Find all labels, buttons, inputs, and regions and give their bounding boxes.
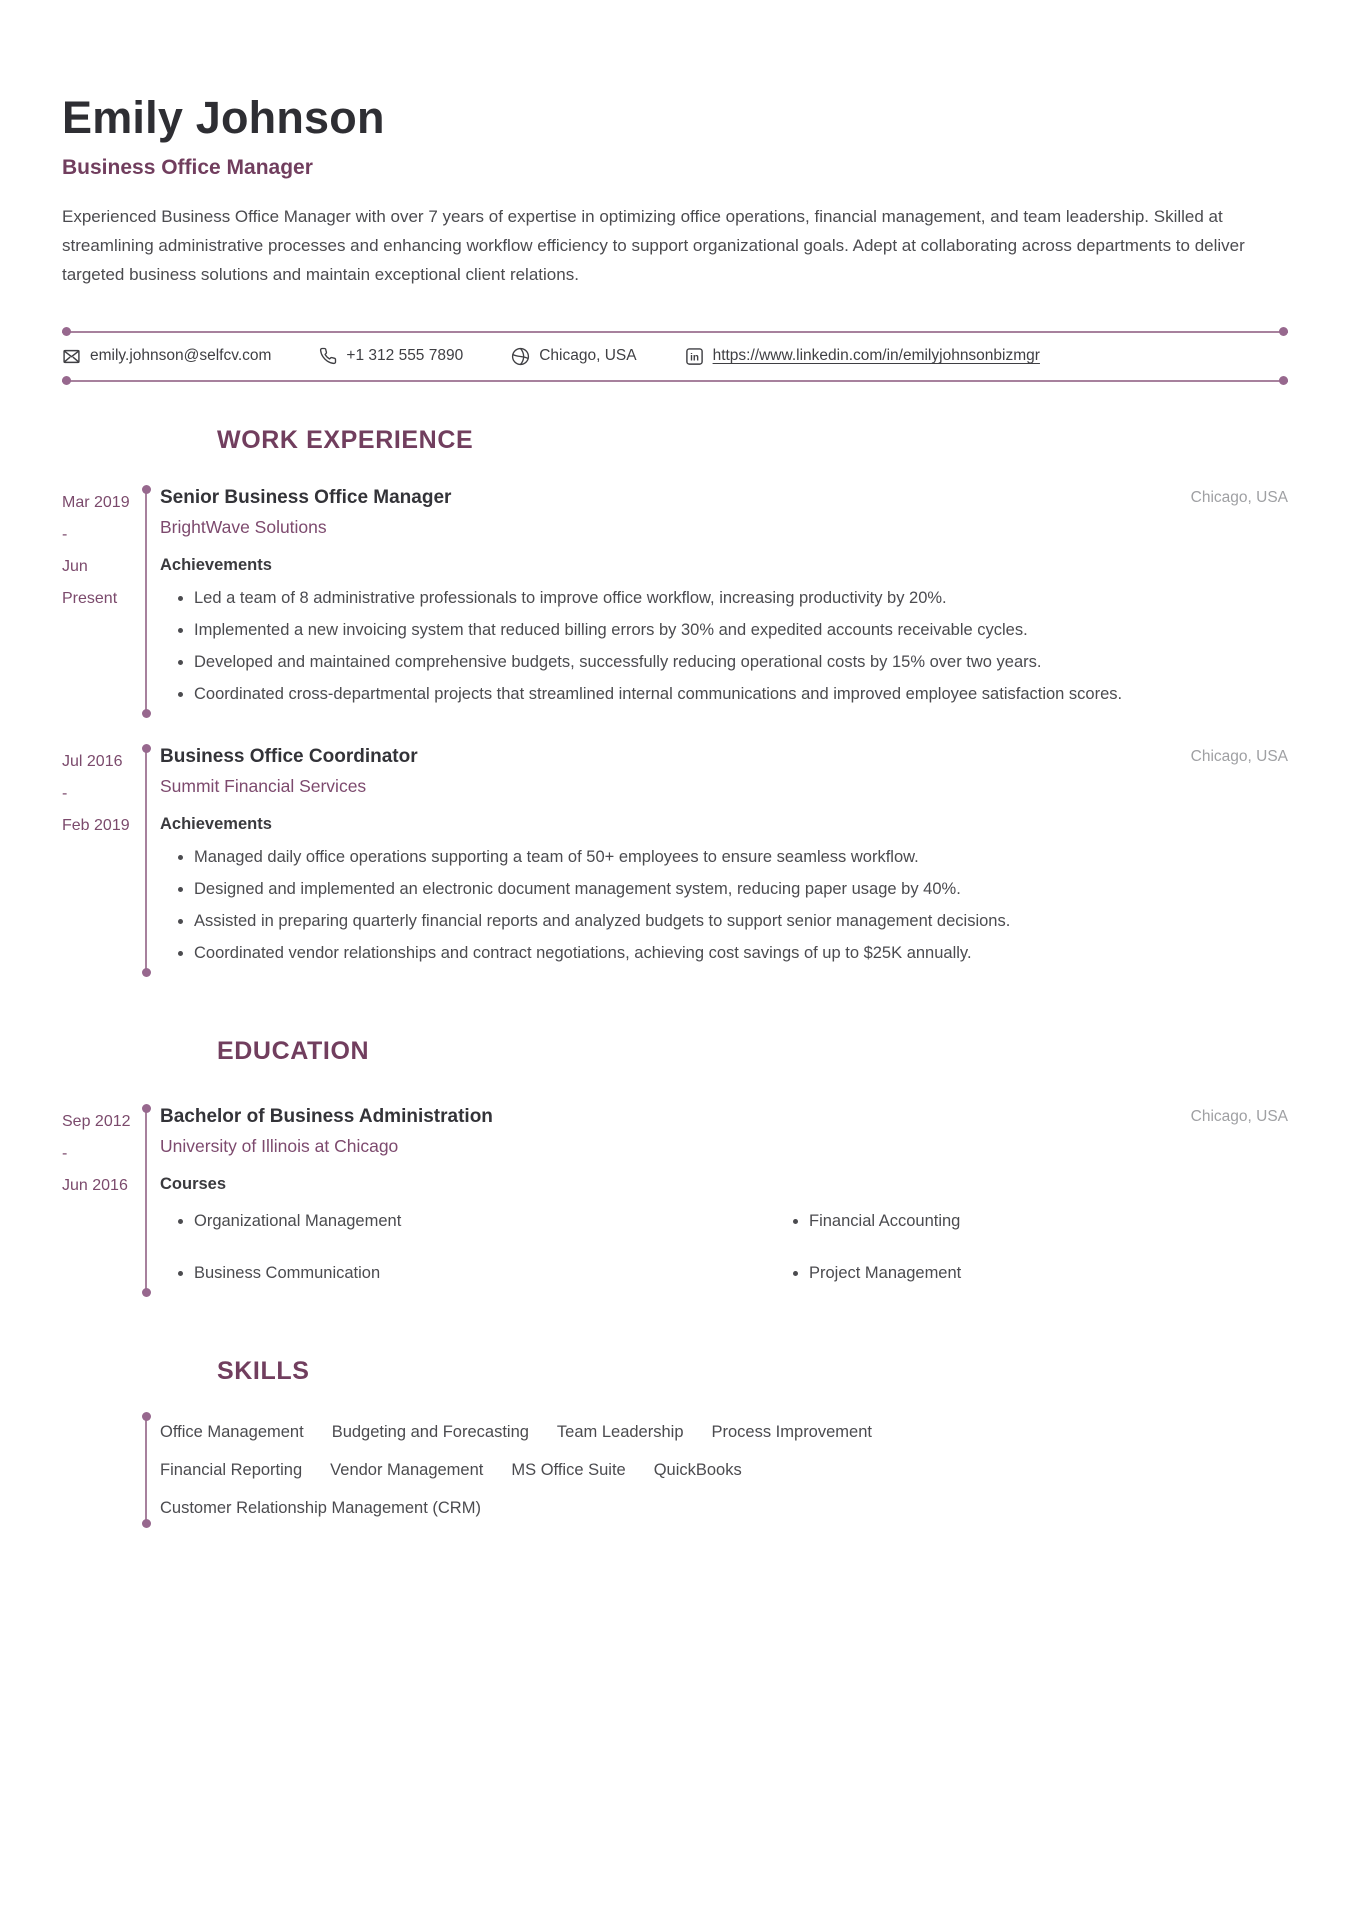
school-name: University of Illinois at Chicago	[160, 1135, 399, 1156]
skill-item: Vendor Management	[330, 1460, 484, 1479]
date-line: Jul 2016	[62, 752, 123, 770]
timeline-dot	[142, 968, 151, 977]
achievement-item: Coordinated vendor relationships and contract negotiations, achieving cost savings of up to $25K annually.	[160, 937, 1240, 969]
date-line: Mar 2019	[62, 493, 130, 511]
degree-title: Bachelor of Business Administration	[160, 1105, 493, 1127]
entry-date-range	[62, 1106, 145, 1295]
job-location: Chicago, USA	[1190, 747, 1288, 765]
job-title: Business Office Coordinator	[160, 745, 418, 767]
contact-linkedin	[685, 347, 1040, 366]
section-work-experience	[0, 426, 1350, 975]
skill-item: Process Improvement	[711, 1422, 872, 1441]
achievement-item: Coordinated cross-departmental projects that streamlined internal communications and improved employee satisfaction scores.	[160, 678, 1240, 710]
date-line: Sep 2012	[62, 1112, 131, 1130]
contact-location	[511, 347, 636, 366]
job-title: Senior Business Office Manager	[160, 486, 452, 508]
skill-item: Financial Reporting	[160, 1460, 303, 1479]
achievement-item: Implemented a new invoicing system that reduced billing errors by 30% and expedited accounts receivable cycles.	[160, 614, 1240, 646]
person-name: Emily Johnson	[62, 92, 385, 143]
contact-phone	[319, 347, 463, 365]
timeline-line	[145, 746, 147, 975]
work-experience-heading: WORK EXPERIENCE	[217, 425, 474, 454]
date-line: Present	[62, 589, 118, 607]
courses-label: Courses	[160, 1174, 227, 1193]
contact-location-text: Chicago, USA	[539, 347, 637, 365]
achievement-item: Managed daily office operations supporting a team of 50+ employees to ensure seamless workflow.	[160, 841, 1240, 873]
divider-dot	[62, 376, 71, 385]
timeline-line	[145, 487, 147, 716]
timeline-dot	[142, 744, 151, 753]
skills-row	[160, 1492, 1288, 1524]
skill-item: Customer Relationship Management (CRM)	[160, 1498, 481, 1517]
achievements-label: Achievements	[160, 555, 272, 574]
date-line: -	[62, 784, 68, 802]
company-name: BrightWave Solutions	[160, 516, 327, 537]
skill-item: QuickBooks	[653, 1460, 742, 1479]
date-line: Feb 2019	[62, 816, 130, 834]
education-heading: EDUCATION	[217, 1036, 370, 1065]
achievement-item: Assisted in preparing quarterly financial reports and analyzed budgets to support senior management decisions.	[160, 905, 1240, 937]
contact-email	[62, 347, 271, 366]
course-item: Project Management	[775, 1257, 1288, 1289]
date-line: -	[62, 1144, 68, 1162]
achievements-list	[160, 841, 1288, 969]
envelope-icon	[62, 347, 81, 366]
achievements-list	[160, 582, 1288, 710]
entry-date-range	[62, 487, 145, 716]
contact-divider-bottom	[62, 380, 1288, 382]
achievement-item: Developed and maintained comprehensive budgets, successfully reducing operational costs by 15% over two years.	[160, 646, 1240, 678]
course-item: Business Communication	[160, 1257, 775, 1289]
entry-date-range	[62, 746, 145, 975]
achievements-label: Achievements	[160, 814, 272, 833]
achievement-item: Designed and implemented an electronic document management system, reducing paper usage by 40%.	[160, 873, 1240, 905]
contact-phone-text: +1 312 555 7890	[346, 347, 464, 365]
timeline-line	[145, 1414, 147, 1526]
skills-row	[160, 1454, 1288, 1486]
date-line: Jun 2016	[62, 1176, 128, 1194]
section-education	[0, 1037, 1350, 1295]
contact-divider-top	[62, 331, 1288, 333]
divider-dot	[62, 327, 71, 336]
linkedin-icon	[685, 347, 704, 366]
course-item: Organizational Management	[160, 1205, 775, 1237]
svg-text:in: in	[689, 352, 699, 364]
timeline-dot	[142, 709, 151, 718]
timeline-dot	[142, 1412, 151, 1421]
education-location: Chicago, USA	[1190, 1107, 1288, 1125]
person-job-title: Business Office Manager	[62, 155, 313, 179]
globe-icon	[511, 347, 530, 366]
contact-email-text: emily.johnson@selfcv.com	[90, 347, 272, 365]
skill-item: Team Leadership	[556, 1422, 684, 1441]
timeline-line	[145, 1106, 147, 1295]
achievement-item: Led a team of 8 administrative professionals to improve office workflow, increasing productivity by 20%.	[160, 582, 1240, 614]
courses-list	[160, 1205, 1288, 1289]
divider-dot	[1279, 376, 1288, 385]
skills-row	[160, 1416, 1288, 1448]
company-name: Summit Financial Services	[160, 775, 367, 796]
education-entry	[62, 1106, 1288, 1295]
timeline-dot	[142, 1288, 151, 1297]
work-entry-2	[62, 746, 1288, 975]
timeline-dot	[142, 1519, 151, 1528]
timeline-dot	[142, 485, 151, 494]
course-item: Financial Accounting	[775, 1205, 1288, 1237]
contact-bar	[62, 331, 1288, 382]
work-entry-1	[62, 487, 1288, 716]
phone-icon	[319, 347, 337, 365]
skill-item: MS Office Suite	[511, 1460, 626, 1479]
date-line: Jun	[62, 557, 88, 575]
skills-heading: SKILLS	[217, 1356, 310, 1385]
summary-text: Experienced Business Office Manager with over 7 years of expertise in optimizing office operations, financial management, and team leadership. Skilled at streamlining administrative processes and enhancing workflow efficiency to support organizational goals. Adept at collaborating across departments to deliver targeted business solutions and maintain exceptional client relations.	[62, 206, 1245, 284]
timeline-dot	[142, 1104, 151, 1113]
skills-entry	[145, 1414, 1288, 1526]
linkedin-link[interactable]: https://www.linkedin.com/in/emilyjohnsonbizmgr	[712, 347, 1040, 365]
skill-item: Budgeting and Forecasting	[331, 1422, 529, 1441]
section-skills	[0, 1357, 1350, 1526]
divider-dot	[1279, 327, 1288, 336]
job-location: Chicago, USA	[1190, 488, 1288, 506]
resume-header	[0, 0, 1350, 289]
date-line: -	[62, 525, 68, 543]
skill-item: Office Management	[160, 1422, 304, 1441]
